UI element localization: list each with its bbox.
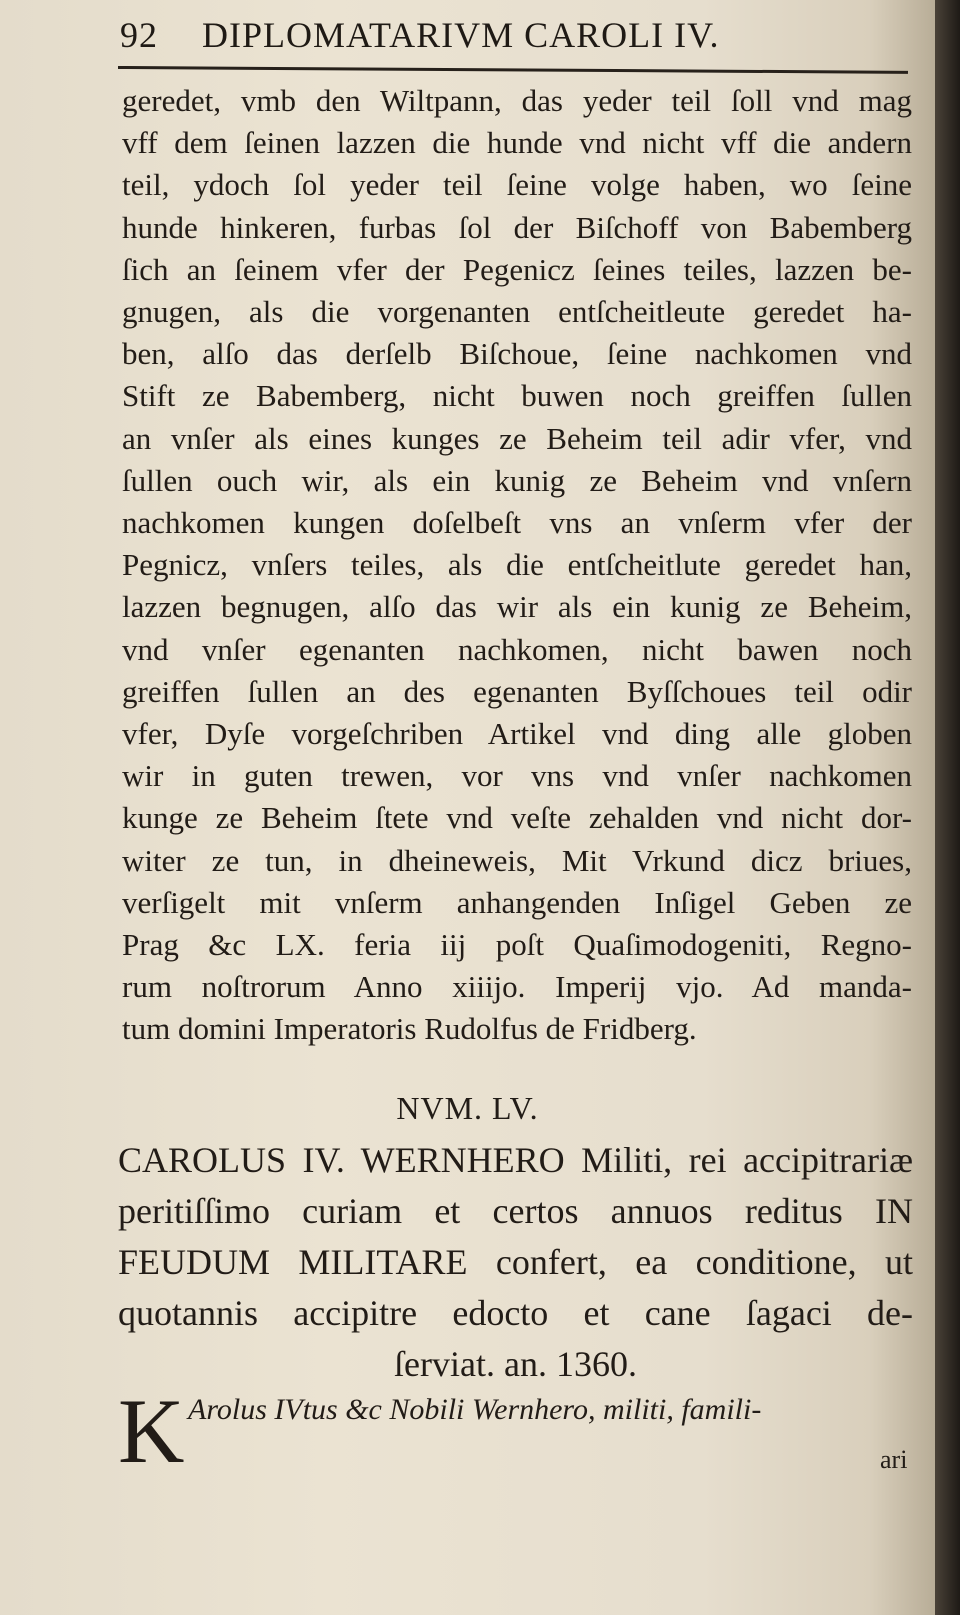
opening-line: Arolus IVtus &c Nobili Wernhero, militi, famili- xyxy=(188,1393,762,1426)
running-header xyxy=(120,14,900,56)
text-line: lazzen begnugen, alſo das wir als ein kunig ze Beheim, xyxy=(122,589,912,625)
document-summary xyxy=(118,1135,913,1390)
catchword: ari xyxy=(880,1445,908,1474)
text-line: kunge ze Beheim ſtete vnd veſte zehalden vnd nicht dor- xyxy=(122,800,912,836)
page-number: 92 xyxy=(120,15,158,55)
text-line: witer ze tun, in dheineweis, Mit Vrkund dicz briues, xyxy=(122,842,912,878)
text-line: geredet, vmb den Wiltpann, das yeder teil ſoll vnd mag xyxy=(122,83,912,118)
text-line: Stift ze Babemberg, nicht buwen noch greiffen ſullen xyxy=(122,378,912,414)
text-line: an vnſer als eines kunges ze Beheim teil adir vfer, vnd xyxy=(122,420,912,456)
text-line: greiffen ſullen an des egenanten Byſſchoues teil odir xyxy=(122,673,912,709)
text-line: vfer, Dyſe vorgeſchriben Artikel vnd ding alle globen xyxy=(122,716,912,752)
text-line: wir in guten trewen, vor vns vnd vnſer nachkomen xyxy=(122,758,912,794)
text-line: teil, ydoch ſol yeder teil ſeine volge haben, wo ſeine xyxy=(122,167,912,203)
text-line: gnugen, als die vorgenanten entſcheitleute geredet ha- xyxy=(122,294,912,330)
text-line: tum domini Imperatoris Rudolfus de Fridberg. xyxy=(122,1011,697,1047)
summary-line: quotannis accipitre edocto et cane ſagaci de- xyxy=(118,1293,913,1333)
header-rule xyxy=(118,66,908,74)
summary-line: CAROLUS IV. WERNHERO Militi, rei accipitrariæ xyxy=(118,1140,913,1180)
text-line: Prag &c LX. feria iij poſt Quaſimodogeniti, Regno- xyxy=(122,927,912,963)
text-line: vnd vnſer egenanten nachkomen, nicht bawen noch xyxy=(122,631,912,667)
drop-cap: K xyxy=(118,1380,185,1482)
text-line: vff dem ſeinen lazzen die hunde vnd nicht vff die andern xyxy=(122,125,912,161)
section-title: NVM. LV. xyxy=(396,1090,539,1126)
text-line: ſullen ouch wir, als ein kunig ze Beheim vnd vnſern xyxy=(122,462,912,498)
document-body-text xyxy=(122,80,912,1051)
document-opening xyxy=(118,1380,913,1495)
text-line: ſich an ſeinem vfer der Pegenicz ſeines teiles, lazzen be- xyxy=(122,251,912,287)
running-title: DIPLOMATARIVM CAROLI IV. xyxy=(202,15,720,55)
text-line: verſigelt mit vnſerm anhangenden Inſigel Geben ze xyxy=(122,884,912,920)
summary-line: FEUDUM MILITARE confert, ea conditione, ut xyxy=(118,1242,913,1282)
text-line: Pegnicz, vnſers teiles, als die entſcheitlute geredet han, xyxy=(122,547,912,583)
summary-line: peritiſſimo curiam et certos annuos reditus IN xyxy=(118,1191,913,1231)
text-line: hunde hinkeren, furbas ſol der Biſchoff von Babemberg xyxy=(122,209,912,245)
summary-line: ſerviat. an. 1360. xyxy=(394,1344,637,1384)
text-line: nachkomen kungen doſelbeſt vns an vnſerm vfer der xyxy=(122,505,912,541)
book-gutter xyxy=(935,0,960,1615)
text-line: rum noſtrorum Anno xiiijo. Imperij vjo. Ad manda- xyxy=(122,969,912,1005)
text-line: ben, alſo das derſelb Biſchoue, ſeine nachkomen vnd xyxy=(122,336,912,372)
